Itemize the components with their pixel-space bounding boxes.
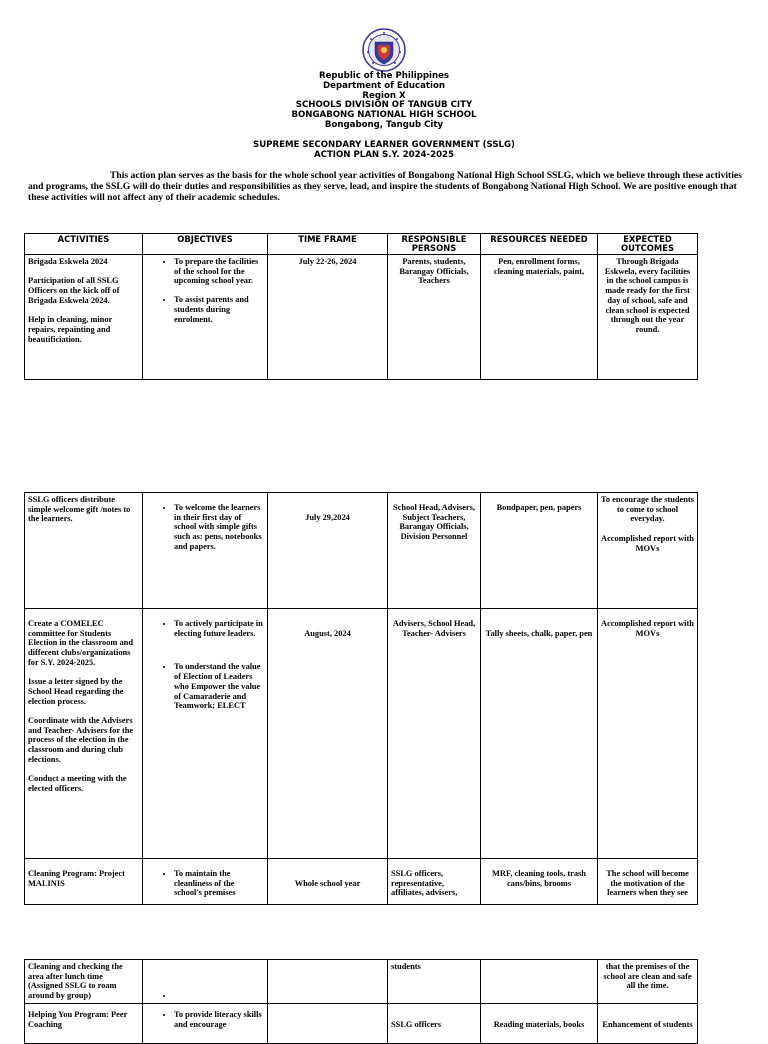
action-plan-table-part-1 xyxy=(24,233,698,380)
activities-cell xyxy=(25,609,143,859)
resources-cell: MRF, cleaning tools, trash cans/bins, brooms xyxy=(481,859,598,905)
column-header-objectives: OBJECTIVES xyxy=(143,234,268,255)
expected-outcomes-cell: Through Brigada Eskwela, every facilities in the school campus is made ready for the first day of school, safe and clean school is expected through out the year round. xyxy=(598,255,698,380)
activity-text: Brigada Eskwela 2024 xyxy=(28,257,108,266)
action-plan-table-part-3 xyxy=(24,959,698,1044)
resources-cell: Pen, enrollment forms, cleaning materials, paint, xyxy=(481,255,598,380)
header-line-address: Bongabong, Tangub City xyxy=(324,119,444,130)
expected-outcomes-cell: Accomplished report with MOVs xyxy=(598,609,698,859)
objectives-cell xyxy=(143,609,268,859)
time-frame-cell: July 29,2024 xyxy=(268,493,388,609)
objective-item: • To actively participate in electing future leaders. xyxy=(174,619,264,638)
objective-item: • To assist parents and students during enrolment. xyxy=(174,295,264,324)
activity-text: Help in cleaning, minor repairs, repainting and beautificiation. xyxy=(28,315,113,344)
responsible-persons-cell: School Head, Advisers, Subject Teachers, Barangay Officials, Division Personnel xyxy=(388,493,481,609)
time-frame-cell: August, 2024 xyxy=(268,609,388,859)
letterhead xyxy=(0,72,768,131)
header-line-school: BONGABONG NATIONAL HIGH SCHOOL xyxy=(291,110,477,121)
responsible-persons-cell: SSLG officers, representative, affiliates, advisers, xyxy=(388,859,481,905)
column-header-expected-outcomes: EXPECTED OUTCOMES xyxy=(598,234,698,255)
header-line-republic: Republic of the Philippines xyxy=(318,71,450,81)
responsible-persons-cell: SSLG officers xyxy=(388,1003,481,1043)
objective-item: • To understand the value of Election of Leaders who Empower the value of Camaraderie and Teamwork; ELECT xyxy=(174,662,264,711)
activity-text: SSLG officers distribute simple welcome gift /notes to the learners. xyxy=(28,495,131,524)
table-row xyxy=(25,255,698,380)
activities-cell xyxy=(25,493,143,609)
responsible-persons-cell: students xyxy=(388,960,481,1004)
outcome-text: Accomplished report with MOVs xyxy=(601,533,694,553)
document-title xyxy=(0,141,768,161)
column-header-resources-needed: RESOURCES NEEDED xyxy=(481,234,598,255)
activity-text: Create a COMELEC committee for Students Election in the classroom and different clubs/organizations for S.Y. 2024-2025. xyxy=(28,619,134,667)
header-line-division: SCHOOLS DIVISION OF TANGUB CITY xyxy=(295,100,473,111)
table-row xyxy=(25,1003,698,1043)
time-frame-cell xyxy=(268,1003,388,1043)
outcome-text: To encourage the students to come to school everyday. xyxy=(601,495,694,524)
objective-item: • To welcome the learners in their first day of school with simple gifts such as: pens, notebooks and papers. xyxy=(174,503,264,552)
title-line-1: SUPREME SECONDARY LEARNER GOVERNMENT (SSLG) xyxy=(253,140,515,150)
responsible-persons-cell: Advisers, School Head, Teacher- Advisers xyxy=(388,609,481,859)
activities-cell: Cleaning and checking the area after lunch time (Assigned SSLG to roam around by group) xyxy=(25,960,143,1004)
time-frame-cell: July 22-26, 2024 xyxy=(268,255,388,380)
objectives-cell xyxy=(143,859,268,905)
activities-cell xyxy=(25,255,143,380)
activity-text: Issue a letter signed by the School Head regarding the election process. xyxy=(28,677,124,706)
objective-item: • To maintain the cleanliness of the school's premises xyxy=(174,869,264,898)
expected-outcomes-cell: Enhancement of students xyxy=(598,1003,698,1043)
activities-cell: Helping You Program: Peer Coaching xyxy=(25,1003,143,1043)
resources-cell: Bondpaper, pen, papers xyxy=(481,493,598,609)
expected-outcomes-cell: that the premises of the school are clean and safe all the time. xyxy=(598,960,698,1004)
column-header-activities: ACTIVITIES xyxy=(25,234,143,255)
table-row xyxy=(25,960,698,1004)
objectives-cell xyxy=(143,493,268,609)
activity-text: Participation of all SSLG Officers on the kick off of Brigada Eskwela 2024. xyxy=(28,276,120,305)
intro-paragraph: This action plan serves as the basis for the whole school year activities of Bongabong National High School SSLG, which we believe through these activities and programs, the SSLG will do their duties and responsibilities as they serve, lead, and inspire the students of Bongabong National High School. We are positive enough that these activities will not affect any of their academic schedules. xyxy=(28,170,742,203)
table-row xyxy=(25,859,698,905)
empty-bullet xyxy=(174,991,264,1001)
resources-cell xyxy=(481,960,598,1004)
title-line-2: ACTION PLAN S.Y. 2024-2025 xyxy=(313,149,455,160)
table-row xyxy=(25,609,698,859)
time-frame-cell: Whole school year xyxy=(268,859,388,905)
table-row xyxy=(25,493,698,609)
objectives-cell xyxy=(143,960,268,1004)
resources-cell: Tally sheets, chalk, paper, pen xyxy=(481,609,598,859)
responsible-persons-cell: Parents, students, Barangay Officials, Teachers xyxy=(388,255,481,380)
objective-item: • To provide literacy skills and encourage xyxy=(174,1010,264,1029)
resources-cell: Reading materials, books xyxy=(481,1003,598,1043)
header-line-department: Department of Education xyxy=(322,80,445,91)
column-header-responsible-persons: RESPONSIBLE PERSONS xyxy=(388,234,481,255)
objectives-cell xyxy=(143,255,268,380)
time-frame-cell xyxy=(268,960,388,1004)
column-header-time-frame: TIME FRAME xyxy=(268,234,388,255)
header-line-region: Region X xyxy=(362,90,406,101)
objective-item: • To prepare the facilities of the school for the upcoming school year. xyxy=(174,257,264,286)
action-plan-table-part-2 xyxy=(24,492,698,905)
activity-text: Conduct a meeting with the elected officers. xyxy=(28,774,127,793)
expected-outcomes-cell: The school will become the motivation of the learners when they see xyxy=(598,859,698,905)
activity-text: Coordinate with the Advisers and Teacher- Advisers for the process of the election in the classroom and during club elections. xyxy=(28,716,134,764)
deped-seal-icon xyxy=(362,28,406,72)
objectives-cell xyxy=(143,1003,268,1043)
activities-cell: Cleaning Program: Project MALINIS xyxy=(25,859,143,905)
expected-outcomes-cell xyxy=(598,493,698,609)
